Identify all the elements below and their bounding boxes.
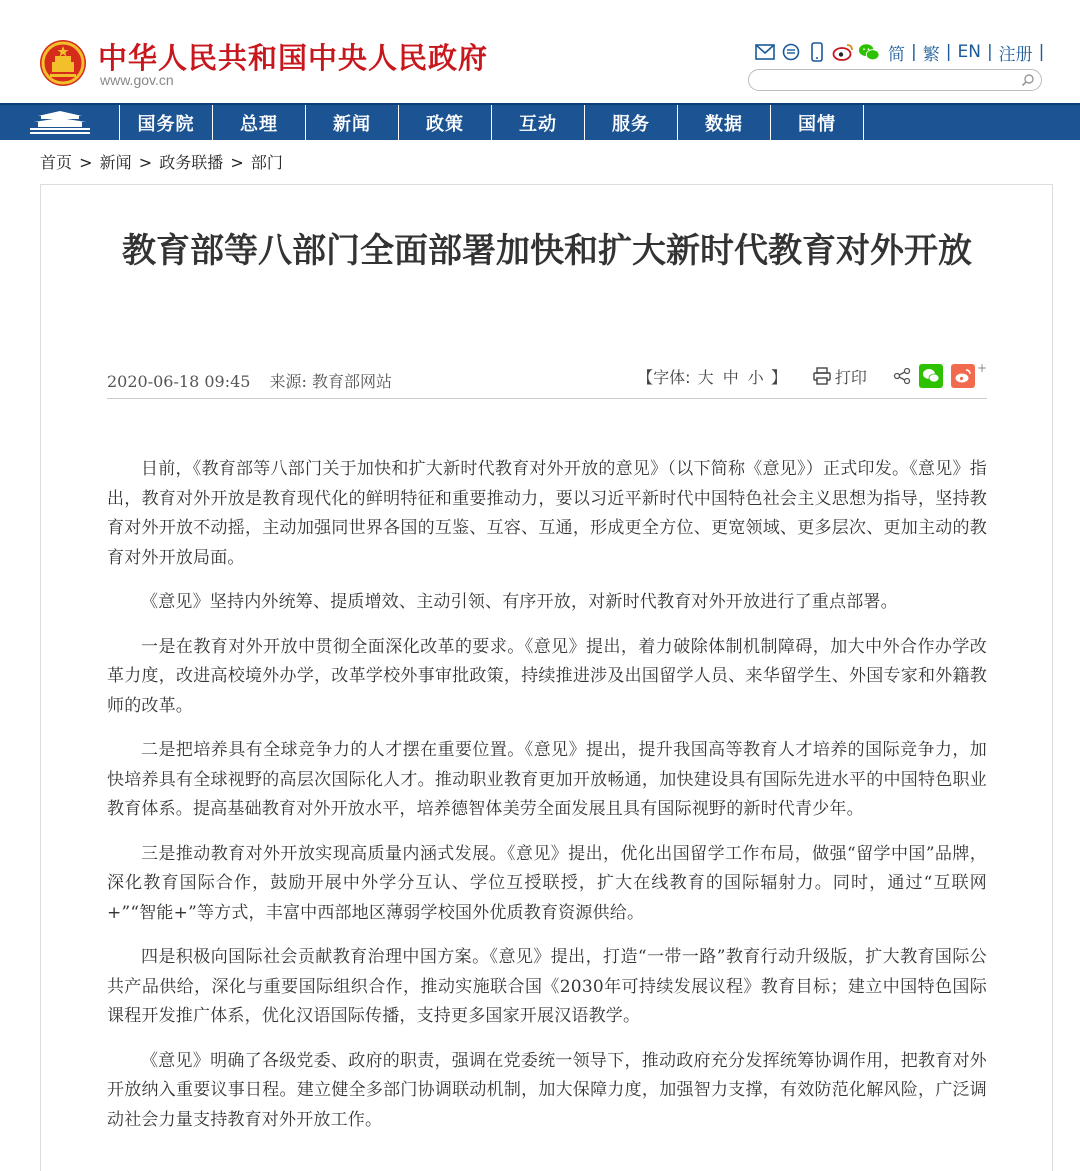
lang-traditional-link[interactable]: 繁 — [922, 44, 940, 65]
font-size-bracket: 】 — [770, 367, 787, 387]
search-icon[interactable] — [1021, 73, 1035, 87]
mail-icon[interactable] — [754, 41, 776, 63]
print-label: 打印 — [834, 367, 867, 387]
breadcrumb-news[interactable]: 新闻 — [99, 153, 132, 172]
font-size-large-button[interactable]: 大 — [697, 367, 714, 387]
article-paragraph: 《意见》明确了各级党委、政府的职责，强调在党委统一领导下，推动政府充分发挥统筹协调作用，把教育对外开放纳入重要议事日程。建立健全多部门协调联动机制，加大保障力度，加强智力支撑，有效防范化解风险，广泛调动社会力量支持教育对外开放工作。 — [107, 1050, 987, 1130]
separator: | — [911, 42, 917, 62]
site-header — [0, 0, 1080, 103]
lang-simplified-link[interactable]: 简 — [888, 44, 905, 65]
breadcrumb-departments[interactable]: 部门 — [250, 153, 283, 172]
weibo-icon — [954, 368, 972, 384]
article-paragraph: 一是在教育对外开放中贯彻全面深化改革的要求。《意见》提出，着力破除体制机制障碍，加大中外合作办学改革力度，改进高校境外办学，改革学校外事审批政策，持续推进涉及出国留学人员、来华留学生、外国专家和外籍教师的改革。 — [107, 636, 987, 716]
breadcrumb-separator: > — [138, 153, 153, 172]
mobile-icon[interactable] — [806, 41, 828, 63]
font-size-small-button[interactable]: 小 — [747, 367, 764, 387]
weibo-icon[interactable] — [832, 41, 854, 63]
article-panel — [40, 184, 1053, 1171]
article-tools — [637, 361, 987, 391]
separator: | — [945, 42, 952, 62]
rss-icon[interactable] — [780, 41, 802, 63]
nav-item-state-council[interactable]: 国务院 — [120, 105, 213, 140]
print-icon — [813, 367, 831, 385]
nav-item-news[interactable]: 新闻 — [306, 105, 399, 140]
font-size-label: 【字体: — [637, 367, 691, 387]
article-paragraph: 二是把培养具有全球竞争力的人才摆在重要位置。《意见》提出，提升我国高等教育人才培养的国际竞争力，加快培养具有全球视野的高层次国际化人才。推动职业教育更加开放畅通，加快建设具有国际先进水平的中国特色职业教育体系。提高基础教育对外开放水平，培养德智体美劳全面发展且具有国际视野的新时代青少年。 — [107, 740, 987, 819]
share-weibo-button[interactable] — [951, 364, 975, 388]
nav-item-interaction[interactable]: 互动 — [492, 105, 585, 140]
nav-item-policies[interactable]: 政策 — [399, 105, 492, 140]
article-paragraph: 三是推动教育对外开放实现高质量内涵式发展。《意见》提出，优化出国留学工作布局，做强“留学中国”品牌，深化教育国际合作，鼓励开展中外学分互认、学位互授联授，扩大在线教育的国际辐射力。同时，通过“互联网+”“智能+”等方式，丰富中西部地区薄弱学校国外优质教育资源供给。 — [107, 843, 987, 923]
publish-date: 2020-06-18 09:45 — [107, 372, 251, 391]
breadcrumb-separator: > — [230, 153, 244, 172]
article-body — [107, 455, 987, 1150]
article-meta — [107, 361, 987, 399]
share-icon[interactable] — [893, 367, 911, 385]
font-size-control — [637, 365, 787, 388]
nav-item-services[interactable]: 服务 — [585, 105, 678, 140]
font-size-medium-button[interactable]: 中 — [722, 367, 739, 387]
site-url[interactable]: www.gov.cn — [100, 72, 174, 88]
nav-item-premier[interactable]: 总理 — [213, 105, 306, 140]
article-paragraph: 四是积极向国际社会贡献教育治理中国方案。《意见》提出，打造“一带一路”教育行动升级版，扩大教育国际公共产品供给，深化与重要国际组织合作，推动实施联合国《2030年可持续发展议程》教育目标；建立中国特色国际课程开发推广体系，优化汉语国际传播，支持更多国家开展汉语教学。 — [107, 947, 987, 1026]
header-tools — [754, 40, 1046, 64]
nav-item-national-info[interactable]: 国情 — [771, 105, 864, 140]
print-button[interactable] — [813, 365, 867, 388]
breadcrumb-gov-broadcast[interactable]: 政务联播 — [159, 153, 224, 172]
main-nav — [0, 103, 1080, 140]
source-label: 来源: — [269, 372, 307, 391]
site-title[interactable]: 中华人民共和国中央人民政府 — [98, 41, 489, 75]
national-emblem-icon[interactable] — [38, 38, 88, 88]
lang-english-link[interactable]: EN — [957, 42, 981, 62]
article-meta-info — [107, 369, 392, 392]
tiananmen-icon[interactable] — [0, 105, 120, 140]
breadcrumb — [40, 150, 285, 173]
breadcrumb-separator: > — [79, 153, 93, 172]
wechat-icon — [922, 368, 940, 384]
search-input[interactable] — [748, 69, 1042, 91]
separator: | — [1038, 42, 1045, 62]
register-link[interactable]: 注册 — [998, 44, 1033, 65]
article-paragraph: 日前，《教育部等八部门关于加快和扩大新时代教育对外开放的意见》（以下简称《意见》）正式印发。《意见》指出，教育对外开放是教育现代化的鲜明特征和重要推动力，要以习近平新时代中国特色社会主义思想为指导，坚持教育对外开放不动摇，主动加强同世界各国的互鉴、互容、互通，形成更全方位、更宽领域、更多层次、更加主动的教育对外开放局面。 — [107, 459, 987, 568]
breadcrumb-home[interactable]: 首页 — [40, 153, 73, 172]
source-name: 教育部网站 — [312, 372, 393, 391]
share-wechat-button[interactable] — [919, 364, 943, 388]
article-title: 教育部等八部门全面部署加快和扩大新时代教育对外开放 — [122, 231, 972, 271]
wechat-icon[interactable] — [858, 41, 880, 63]
nav-item-data[interactable]: 数据 — [678, 105, 771, 140]
separator: | — [986, 42, 993, 62]
article-paragraph: 《意见》坚持内外统筹、提质增效、主动引领、有序开放，对新时代教育对外开放进行了重点部署。 — [141, 592, 898, 612]
more-share-button[interactable]: + — [976, 361, 987, 375]
